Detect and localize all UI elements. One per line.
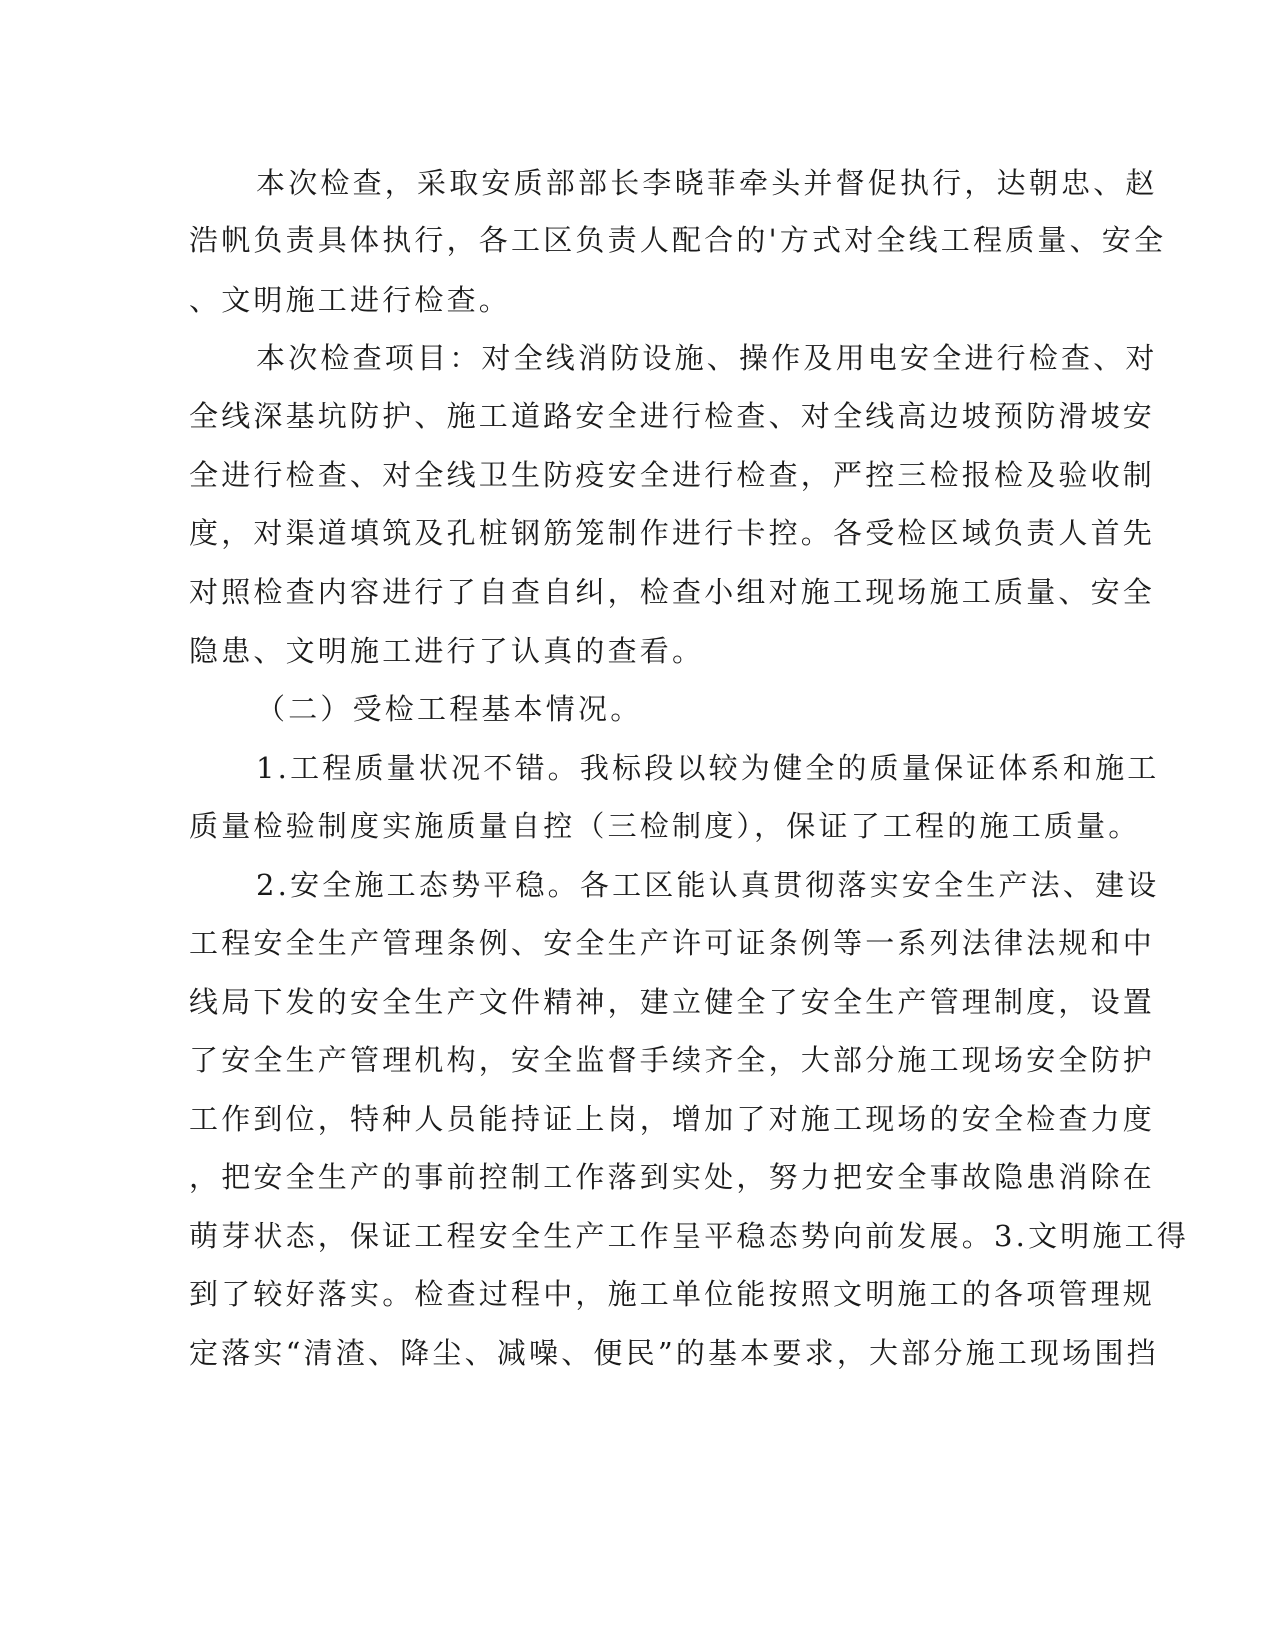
section-heading: （二）受检工程基本情况。 bbox=[256, 692, 643, 726]
text-line-1: 本次检查，采取安质部部长李晓菲牵头并督促执行，达朝忠、赵 bbox=[256, 166, 1158, 200]
text-line-8: 对照检查内容进行了自查自纠，检查小组对施工现场施工质量、安全 bbox=[189, 575, 1156, 609]
text-line-18: ，把安全生产的事前控制工作落到实处，努力把安全事故隐患消除在 bbox=[189, 1160, 1156, 1194]
text-line-2: 浩帆负责具体执行，各工区负责人配合的'方式对全线工程质量、安全 bbox=[189, 223, 1167, 257]
text-line-15: 线局下发的安全生产文件精神，建立健全了安全生产管理制度，设置 bbox=[189, 985, 1156, 1019]
text-line-3: 、文明施工进行检查。 bbox=[189, 283, 512, 317]
text-line-13: 2.安全施工态势平稳。各工区能认真贯彻落实安全生产法、建设 bbox=[256, 868, 1160, 902]
text-line-21: 定落实“清渣、降尘、减噪、便民”的基本要求，大部分施工现场围挡 bbox=[189, 1336, 1159, 1370]
text-line-6: 全进行检查、对全线卫生防疫安全进行检查，严控三检报检及验收制 bbox=[189, 458, 1156, 492]
text-line-19: 萌芽状态，保证工程安全生产工作呈平稳态势向前发展。3.文明施工得 bbox=[189, 1219, 1190, 1253]
text-line-5: 全线深基坑防护、施工道路安全进行检查、对全线高边坡预防滑坡安 bbox=[189, 399, 1156, 433]
text-line-9: 隐患、文明施工进行了认真的查看。 bbox=[189, 634, 705, 668]
text-line-16: 了安全生产管理机构，安全监督手续齐全，大部分施工现场安全防护 bbox=[189, 1043, 1156, 1077]
text-line-20: 到了较好落实。检查过程中，施工单位能按照文明施工的各项管理规 bbox=[189, 1277, 1156, 1311]
text-line-11: 1.工程质量状况不错。我标段以较为健全的质量保证体系和施工 bbox=[256, 751, 1160, 785]
text-line-17: 工作到位，特种人员能持证上岗，增加了对施工现场的安全检查力度 bbox=[189, 1102, 1156, 1136]
text-line-14: 工程安全生产管理条例、安全生产许可证条例等一系列法律法规和中 bbox=[189, 926, 1156, 960]
text-line-12: 质量检验制度实施质量自控（三检制度），保证了工程的施工质量。 bbox=[189, 809, 1141, 843]
text-line-4: 本次检查项目：对全线消防设施、操作及用电安全进行检查、对 bbox=[256, 341, 1158, 375]
text-line-7: 度，对渠道填筑及孔桩钢筋笼制作进行卡控。各受检区域负责人首先 bbox=[189, 516, 1156, 550]
